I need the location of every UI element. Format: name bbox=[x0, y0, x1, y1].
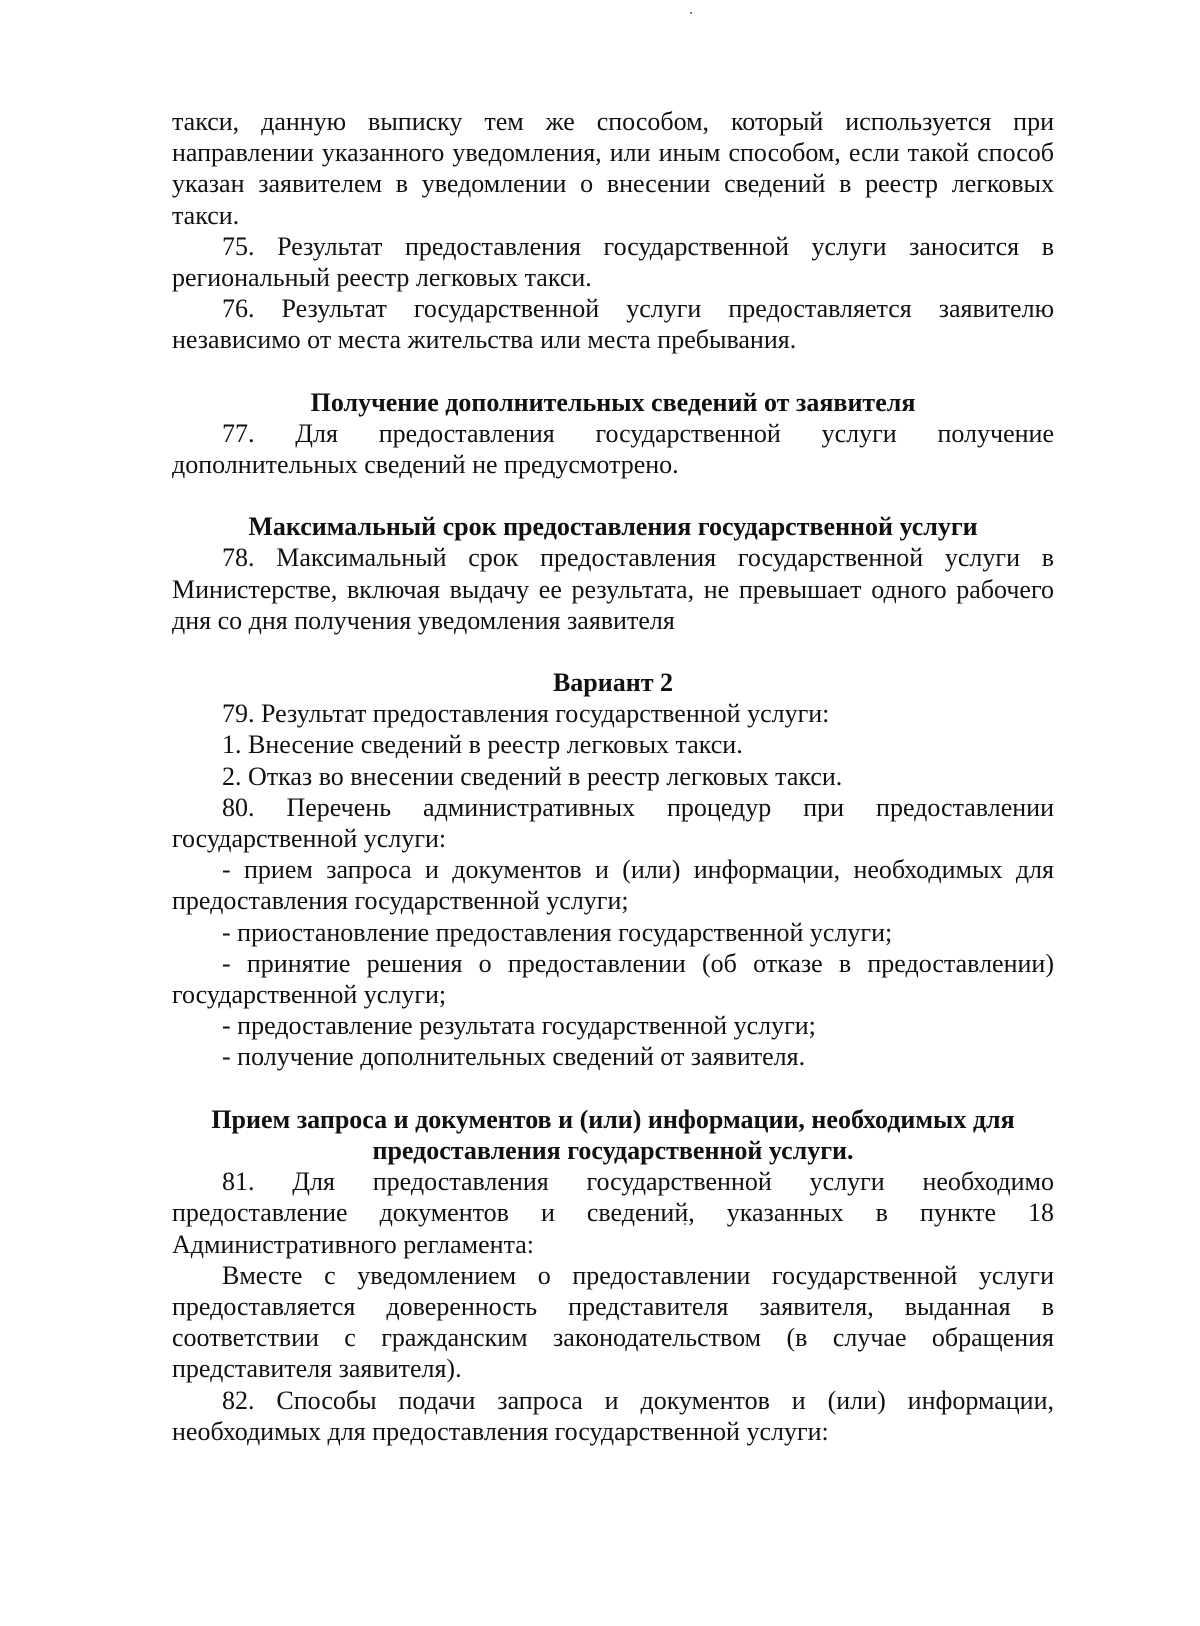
paragraph-76: 76. Результат государственной услуги предоставляется заявителю независимо от места жительства или места пребывания. bbox=[172, 294, 1054, 355]
section-heading-max-term: Максимальный срок предоставления государственной услуги bbox=[248, 512, 978, 542]
document-body bbox=[172, 106, 1054, 1447]
paragraph-79: 79. Результат предоставления государственной услуги: bbox=[222, 699, 830, 729]
paragraph-continuation: такси, данную выписку тем же способом, который используется при направлении указанного уведомления, или иным способом, если такой способ указан заявителем в уведомлении о внесении сведений в реестр легковых такси. bbox=[172, 107, 1054, 230]
paragraph-77: 77. Для предоставления государственной услуги получение дополнительных сведений не предусмотрено. bbox=[172, 418, 1054, 480]
list-item-80-b: - приостановление предоставления государственной услуги; bbox=[222, 917, 893, 947]
scan-speck bbox=[690, 12, 692, 14]
spacer bbox=[172, 636, 1054, 667]
spacer bbox=[172, 1073, 1054, 1104]
paragraph-80: 80. Перечень административных процедур при предоставлении государственной услуги: bbox=[172, 792, 1054, 854]
section-heading-reception-line-2: предоставления государственной услуги. bbox=[372, 1135, 854, 1165]
spacer bbox=[172, 480, 1054, 511]
spacer bbox=[172, 356, 1054, 387]
list-item-79-2: 2. Отказ во внесении сведений в реестр легковых такси. bbox=[222, 761, 843, 791]
section-heading-variant-2: Вариант 2 bbox=[552, 668, 674, 698]
section-heading-reception-line-1: Прием запроса и документов и (или) информации, необходимых для bbox=[211, 1104, 1015, 1134]
paragraph-81-attorney: Вместе с уведомлением о предоставлении государственной услуги предоставляется доверенность представителя заявителя, выданная в соответствии с гражданским законодательством (в случае обращения представителя заявителя). bbox=[172, 1260, 1054, 1384]
paragraph-78: 78. Максимальный срок предоставления государственной услуги в Министерстве, включая выдачу ее результата, не превышает одного рабочего дня со дня получения уведомления заявителя bbox=[172, 543, 1054, 635]
list-item-80-a: - прием запроса и документов и (или) информации, необходимых для предоставления государственной услуги; bbox=[172, 855, 1054, 916]
list-item-79-1: 1. Внесение сведений в реестр легковых такси. bbox=[222, 730, 743, 760]
list-item-80-d: - предоставление результата государственной услуги; bbox=[222, 1011, 816, 1041]
paragraph-81: 81. Для предоставления государственной услуги необходимо предоставление документов и сведений, указанных в пункте 18 Административного регламента: bbox=[172, 1167, 1054, 1259]
list-item-80-e: - получение дополнительных сведений от заявителя. bbox=[222, 1042, 806, 1072]
paragraph-82: 82. Способы подачи запроса и документов и (или) информации, необходимых для предоставления государственной услуги: bbox=[172, 1385, 1054, 1446]
paragraph-75: 75. Результат предоставления государственной услуги заносится в региональный реестр легковых такси. bbox=[172, 231, 1054, 293]
section-heading-additional-info: Получение дополнительных сведений от заявителя bbox=[310, 387, 916, 417]
list-item-80-c: - принятие решения о предоставлении (об отказе в предоставлении) государственной услуги; bbox=[172, 948, 1054, 1010]
